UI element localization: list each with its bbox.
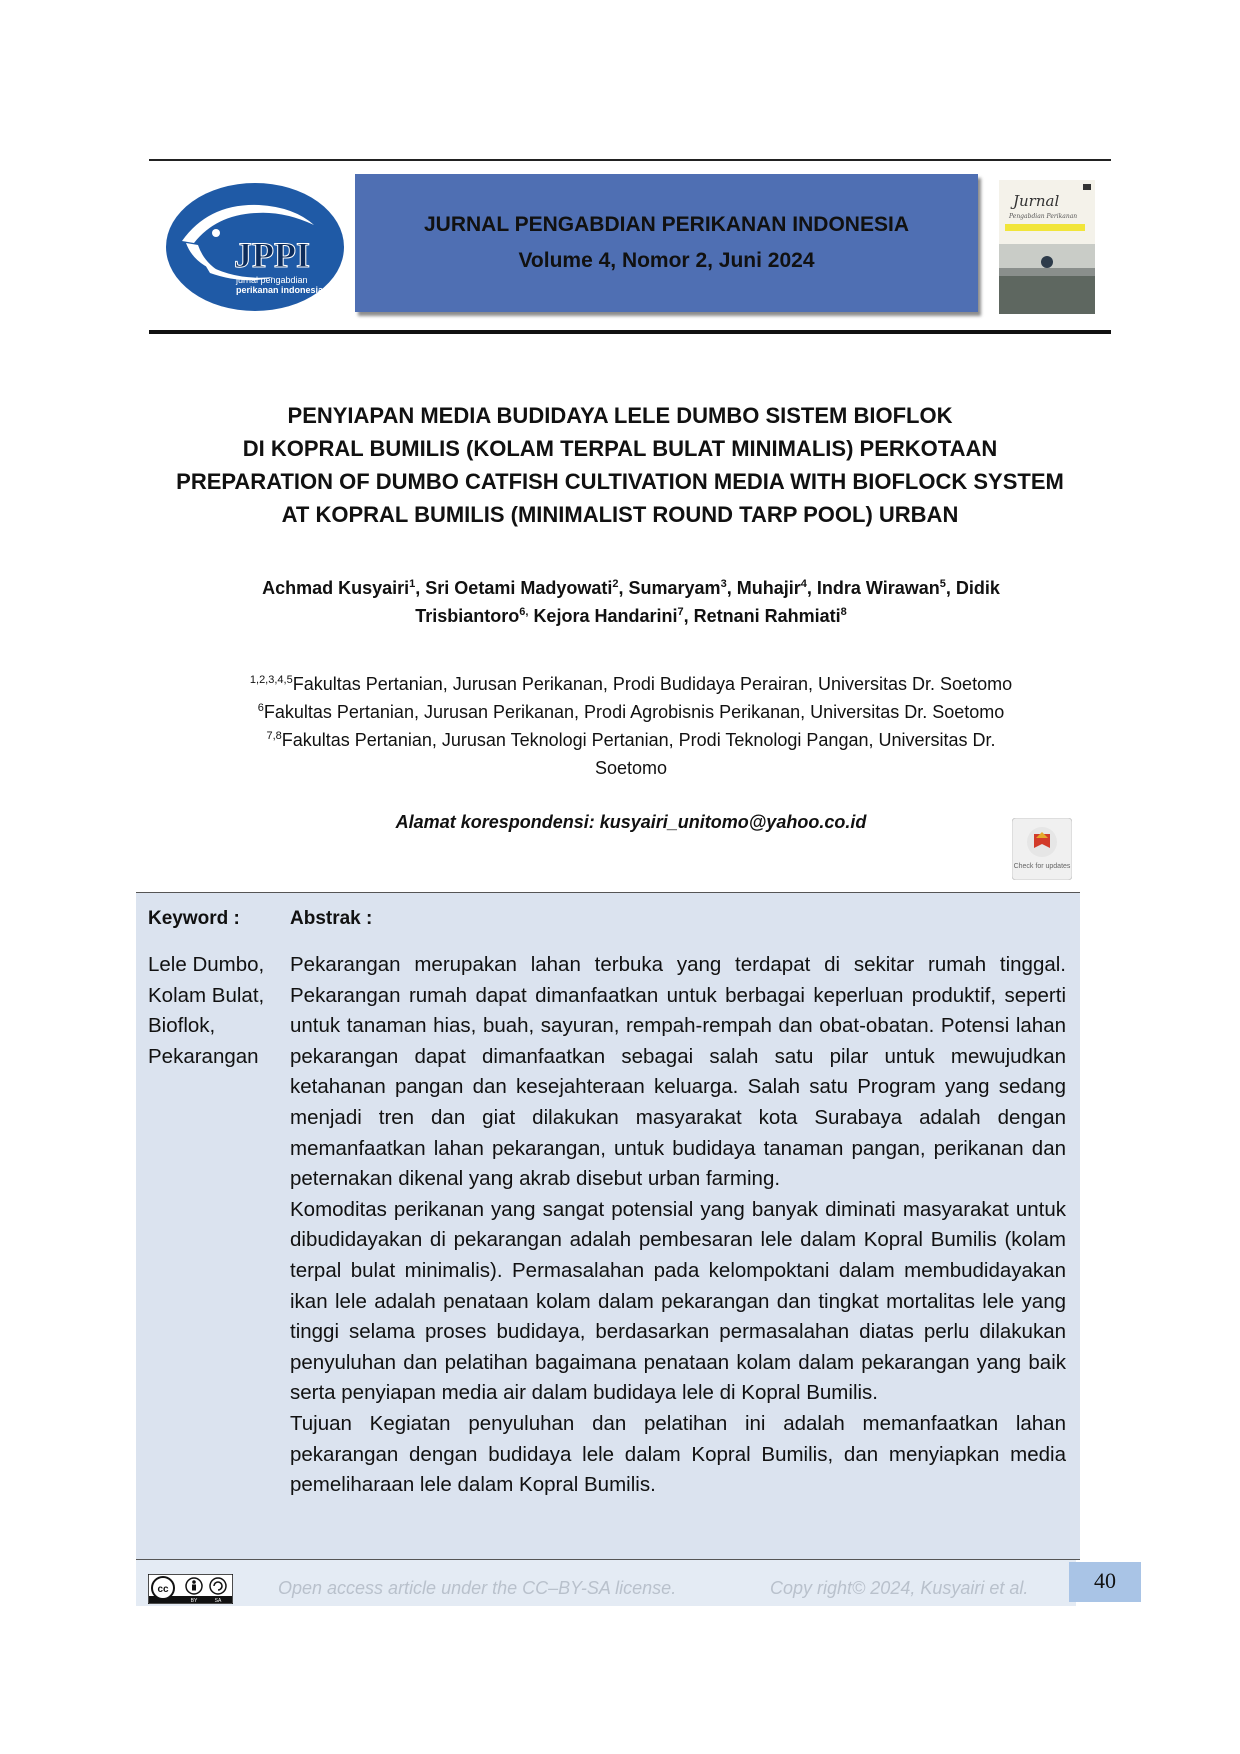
author-name: Didik xyxy=(955,578,1000,598)
abstract-paragraph: Pekarangan merupakan lahan terbuka yang terdapat di sekitar rumah tinggal. Pekarangan rumah dapat dimanfaatkan untuk berbagai keperluan produktif, seperti untuk tanaman hias, buah, sayuran, rempah-rempah dan obat-obatan. Potensi lahan pekarangan dapat dimanfaatkan sebagai salah satu pilar untuk mewujudkan ketahanan pangan dan kesejahteraan keluarga. Salah satu Program yang sedang menjadi tren dan giat dilakukan masyarakat kota Surabaya adalah dengan memanfaatkan lahan pekarangan, untuk budidaya tanaman pangan, perikanan dan peternakan dikenal yang akrab disebut urban farming. xyxy=(290,953,1066,1191)
page-number: 40 xyxy=(1094,1568,1116,1593)
author-line-1: Achmad Kusyairi$^1$, Sri Oetami Madyowati$^2$, Sumaryam$^3$, Muhajir$^4$, Indra Wirawan$^5$, Didik xyxy=(262,578,1000,598)
logo-text: JPPI xyxy=(234,235,310,275)
author-name: Kejora Handarini xyxy=(533,606,678,626)
journal-volume: Volume 4, Nomor 2, Juni 2024 xyxy=(518,249,815,272)
keyword-item: Lele Dumbo, xyxy=(148,953,265,976)
author-line-2: Trisbiantoro$^{6,}$ Kejora Handarini$^7$, Retnani Rahmiati$^8$ xyxy=(415,606,847,626)
keyword-item: Pekarangan xyxy=(148,1044,259,1068)
header-bottom-rule xyxy=(149,330,1111,334)
affiliation-1: $^{1,2,3,4,5}$Fakultas Pertanian, Jurusan Perikanan, Prodi Budidaya Perairan, Universitas Dr. Soetomo xyxy=(249,674,1013,694)
svg-text:SA: SA xyxy=(214,1598,222,1604)
author-name: Sri Oetami Madyowati xyxy=(425,578,613,598)
crossmark-check-for-updates-icon[interactable] xyxy=(1012,818,1072,880)
affiliations xyxy=(150,670,1112,782)
logo-subtext-1: jurnal pengabdian xyxy=(236,275,308,285)
author-name: Achmad Kusyairi xyxy=(262,578,410,598)
logo-subtext-2: perikanan indonesia xyxy=(236,285,324,295)
title-line-2: DI KOPRAL BUMILIS (KOLAM TERPAL BULAT MINIMALIS) PERKOTAAN xyxy=(242,436,998,461)
keyword-heading: Keyword : xyxy=(148,908,240,929)
title-line-3: PREPARATION OF DUMBO CATFISH CULTIVATION MEDIA WITH BIOFLOCK SYSTEM xyxy=(176,469,1064,494)
copyright-text: Copy right© 2024, Kusyairi et al. xyxy=(770,1578,1029,1598)
affiliation-3-cont: Soetomo xyxy=(594,758,668,778)
keyword-list xyxy=(148,950,288,1072)
correspondence-email[interactable]: Alamat korespondensi: kusyairi_unitomo@yahoo.co.id xyxy=(395,812,867,832)
title-line-1: PENYIAPAN MEDIA BUDIDAYA LELE DUMBO SISTEM BIOFLOK xyxy=(287,403,953,428)
abstract-paragraph: Komoditas perikanan yang sangat potensial yang banyak diminati masyarakat untuk dibudidayakan di pekarangan adalah pembesaran lele dalam Kopral Bumilis (kolam terpal bulat minimalis). Permasalahan pada kelompoktani dalam membudidayakan ikan lele adalah penataan kolam dalam pekarangan dan tingkat mortalitas lele yang tinggi selama proses budidaya, berdasarkan permasalahan diatas perlu dilakukan penyuluhan dan pelatihan bagaimana penataan kolam dalam pekarangan yang baik serta penyiapan media air dalam budidaya lele di Kopral Bumilis. xyxy=(290,1197,1066,1405)
affiliation-2: $^6$Fakultas Pertanian, Jurusan Perikanan, Prodi Agrobisnis Perikanan, Universitas Dr. Soetomo xyxy=(257,702,1005,722)
license-text: Open access article under the CC–BY-SA license. xyxy=(278,1578,677,1598)
cover-subtitle: Pengabdian Perikanan xyxy=(1009,213,1078,220)
abstract-heading: Abstrak : xyxy=(290,908,373,929)
title-line-4: AT KOPRAL BUMILIS (MINIMALIST ROUND TARP POOL) URBAN xyxy=(281,502,959,527)
affiliation-3: $^{7,8}$Fakultas Pertanian, Jurusan Teknologi Pertanian, Prodi Teknologi Pangan, Universitas Dr. xyxy=(266,730,996,750)
cc-by-sa-license-icon[interactable] xyxy=(148,1574,233,1604)
svg-text:Check for updates: Check for updates xyxy=(1013,863,1071,870)
cover-title: Jurnal xyxy=(1013,192,1060,210)
keyword-item: Bioflok, xyxy=(148,1014,216,1038)
author-name: Trisbiantoro xyxy=(415,606,520,626)
journal-name: JURNAL PENGABDIAN PERIKANAN INDONESIA xyxy=(424,213,909,236)
journal-banner xyxy=(355,174,978,312)
abstract-text xyxy=(290,950,1066,1501)
author-name: Retnani Rahmiati xyxy=(693,606,841,626)
keyword-item: Kolam Bulat, xyxy=(148,983,265,1007)
author-name: Sumaryam xyxy=(628,578,721,598)
jppi-logo xyxy=(164,181,346,313)
abstract-paragraph: Tujuan Kegiatan penyuluhan dan pelatihan ini adalah memanfaatkan lahan pekarangan dengan budidaya lele dalam Kopral Bumilis, dan menyiapkan media pemeliharaan lele dalam Kopral Bumilis. xyxy=(290,1411,1066,1497)
author-name: Muhajir xyxy=(736,578,801,598)
journal-cover-thumbnail xyxy=(999,180,1095,314)
svg-text:cc: cc xyxy=(157,1584,169,1595)
svg-text:BY: BY xyxy=(190,1598,198,1604)
author-list xyxy=(150,574,1112,630)
author-name: Indra Wirawan xyxy=(816,578,940,598)
header-top-rule xyxy=(149,159,1111,161)
